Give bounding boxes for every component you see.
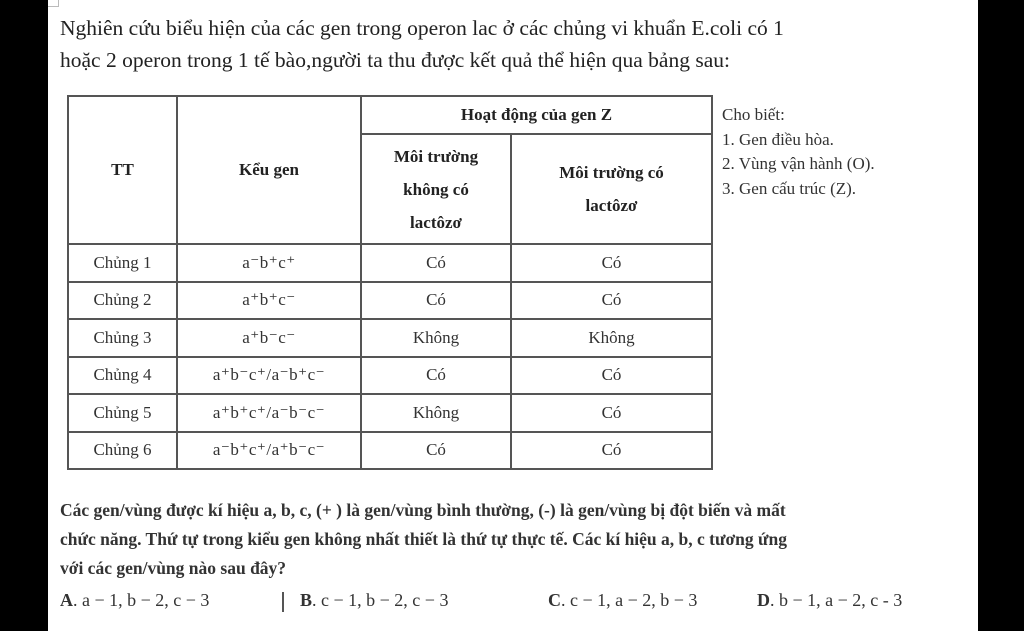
cell-with-lactose: Không bbox=[511, 319, 712, 357]
page-corner-mark bbox=[48, 0, 59, 7]
header-with-lactose-line-2: lactôzơ bbox=[585, 196, 638, 215]
note-title: Cho biết: bbox=[722, 105, 785, 124]
cell-strain: Chủng 5 bbox=[68, 394, 177, 432]
answer-letter: D bbox=[757, 590, 770, 610]
intro-line-1: Nghiên cứu biểu hiện của các gen trong operon lac ở các chủng vi khuẩn E.coli có 1 bbox=[60, 16, 784, 40]
note-item: 1. Gen điều hòa. bbox=[722, 129, 834, 149]
legend-note bbox=[722, 103, 875, 201]
table-row bbox=[68, 432, 712, 470]
cell-no-lactose: Có bbox=[361, 282, 511, 320]
document-page bbox=[48, 0, 978, 631]
header-no-lactose-line-3: lactôzơ bbox=[410, 212, 462, 232]
intro-paragraph bbox=[60, 12, 960, 76]
cell-genotype: a⁺b⁺c⁻ bbox=[177, 282, 361, 320]
cell-no-lactose: Có bbox=[361, 244, 511, 282]
cell-genotype: a⁻b⁺c⁺/a⁺b⁻c⁻ bbox=[177, 432, 361, 470]
answer-option-d[interactable]: D. b − 1, a − 2, c - 3 bbox=[757, 590, 903, 610]
cell-genotype: a⁺b⁺c⁺/a⁻b⁻c⁻ bbox=[177, 394, 361, 432]
answer-option-b[interactable]: B. c − 1, b − 2, c − 3 bbox=[300, 590, 449, 610]
answer-text: a − 1, b − 2, c − 3 bbox=[82, 590, 210, 610]
header-with-lactose bbox=[511, 134, 712, 244]
header-gene-z-activity: Hoạt động của gen Z bbox=[361, 96, 712, 134]
cell-no-lactose: Không bbox=[361, 319, 511, 357]
header-row-1 bbox=[68, 96, 712, 134]
cell-with-lactose: Có bbox=[511, 244, 712, 282]
table-row bbox=[68, 244, 712, 282]
question-text bbox=[60, 496, 975, 583]
cell-strain: Chủng 6 bbox=[68, 432, 177, 470]
note-item: 2. Vùng vận hành (O). bbox=[722, 154, 875, 173]
answer-text: b − 1, a − 2, c - 3 bbox=[779, 590, 903, 610]
cell-genotype: a⁺b⁻c⁺/a⁻b⁺c⁻ bbox=[177, 357, 361, 395]
question-line-1: Các gen/vùng được kí hiệu a, b, c, (+ ) là gen/vùng bình thường, (-) là gen/vùng bị đột biến và mất bbox=[60, 500, 786, 520]
header-tt: TT bbox=[68, 96, 177, 244]
header-with-lactose-line-1: Môi trường có bbox=[559, 163, 664, 182]
header-no-lactose-line-2: không có bbox=[403, 179, 469, 199]
answer-options bbox=[60, 590, 975, 616]
question-line-2: chức năng. Thứ tự trong kiểu gen không nhất thiết là thứ tự thực tế. Các kí hiệu a, b, c tương ứng bbox=[60, 529, 788, 549]
question-line-3: với các gen/vùng nào sau đây? bbox=[60, 558, 287, 578]
genotype-table bbox=[67, 95, 713, 470]
answer-letter: A bbox=[60, 590, 73, 610]
cell-no-lactose: Không bbox=[361, 394, 511, 432]
table-row bbox=[68, 319, 712, 357]
intro-line-2: hoặc 2 operon trong 1 tế bào,người ta thu được kết quả thể hiện qua bảng sau: bbox=[60, 48, 730, 72]
cell-genotype: a⁺b⁻c⁻ bbox=[177, 319, 361, 357]
answer-letter: B bbox=[300, 590, 313, 610]
cell-with-lactose: Có bbox=[511, 432, 712, 470]
cell-strain: Chủng 2 bbox=[68, 282, 177, 320]
cell-no-lactose: Có bbox=[361, 432, 511, 470]
header-no-lactose bbox=[361, 134, 511, 244]
table-row bbox=[68, 282, 712, 320]
text-cursor bbox=[282, 592, 284, 612]
answer-option-a[interactable]: A. a − 1, b − 2, c − 3 bbox=[60, 590, 210, 610]
cell-with-lactose: Có bbox=[511, 357, 712, 395]
note-item: 3. Gen cấu trúc (Z). bbox=[722, 178, 857, 198]
cell-genotype: a⁻b⁺c⁺ bbox=[177, 244, 361, 282]
cell-with-lactose: Có bbox=[511, 282, 712, 320]
cell-strain: Chủng 4 bbox=[68, 357, 177, 395]
cell-strain: Chủng 1 bbox=[68, 244, 177, 282]
table-row bbox=[68, 394, 712, 432]
answer-letter: C bbox=[548, 590, 561, 610]
cell-with-lactose: Có bbox=[511, 394, 712, 432]
header-genotype: Kểu gen bbox=[177, 96, 361, 244]
answer-option-c[interactable]: C. c − 1, a − 2, b − 3 bbox=[548, 590, 698, 610]
cell-no-lactose: Có bbox=[361, 357, 511, 395]
header-no-lactose-line-1: Môi trường bbox=[393, 146, 479, 166]
table-row bbox=[68, 357, 712, 395]
cell-strain: Chủng 3 bbox=[68, 319, 177, 357]
answer-text: c − 1, a − 2, b − 3 bbox=[570, 590, 698, 610]
answer-text: c − 1, b − 2, c − 3 bbox=[321, 590, 449, 610]
